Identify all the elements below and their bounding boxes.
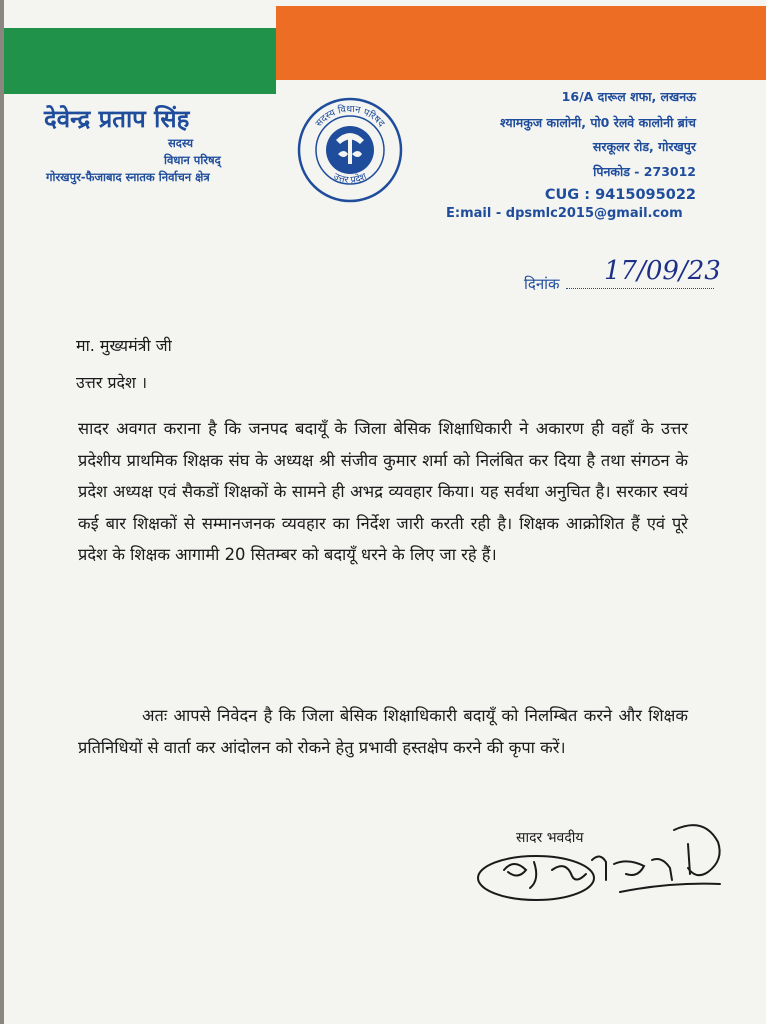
seal-text-top: सदस्य विधान परिषद bbox=[313, 103, 387, 130]
addressee-title: मा. मुख्यमंत्री जी bbox=[76, 336, 172, 355]
address-line-2: श्यामकुज कालोनी, पो0 रेलवे कालोनी ब्रांच bbox=[500, 115, 696, 130]
addressee-state: उत्तर प्रदेश । bbox=[76, 373, 148, 392]
orange-band bbox=[276, 6, 766, 80]
handwritten-signature bbox=[474, 800, 734, 910]
council-seal-logo bbox=[296, 96, 404, 204]
sender-constituency: गोरखपुर-फैजाबाद स्नातक निर्वाचन क्षेत्र bbox=[46, 170, 210, 184]
green-band bbox=[4, 28, 276, 94]
sender-designation: सदस्य bbox=[168, 136, 194, 150]
handwritten-date: 17/09/23 bbox=[604, 256, 721, 286]
cug-number: CUG : 9415095022 bbox=[544, 187, 696, 203]
body-paragraph-2: अतः आपसे निवेदन है कि जिला बेसिक शिक्षाधिकारी बदायूँ को निलम्बित करने और शिक्षक प्रतिनिधियों से वार्ता कर आंदोलन को रोकने हेतु प्रभावी हस्तक्षेप करने की कृपा करें। bbox=[78, 706, 688, 757]
date-label: दिनांक bbox=[524, 275, 560, 293]
date-dotted-line bbox=[566, 288, 714, 289]
address-line-3: सरकूलर रोड, गोरखपुर bbox=[592, 139, 696, 154]
pincode: पिनकोड - 273012 bbox=[593, 164, 696, 179]
closing-label: सादर भवदीय bbox=[516, 830, 584, 846]
email-address: E:mail - dpsmlc2015@gmail.com bbox=[446, 206, 683, 221]
letter-sheet bbox=[4, 0, 766, 1024]
body-paragraph-1: सादर अवगत कराना है कि जनपद बदायूँ के जिला बेसिक शिक्षाधिकारी ने अकारण ही वहाँ के उत्तर प्रदेशीय प्राथमिक शिक्षक संघ के अध्यक्ष श्री संजीव कुमार शर्मा को निलंबित कर दिया है तथा संगठन के प्रदेश अध्यक्ष एवं सैकडों शिक्षकों के सामने ही अभद्र व्यवहार किया। यह सर्वथा अनुचित है। सरकार स्वयं कई बार शिक्षकों से सम्मानजनक व्यवहार का निर्देश जारी करती रही है। शिक्षक आक्रोशित हैं एवं पूरे प्रदेश के शिक्षक आगामी 20 सितम्बर को बदायूँ धरने के लिए जा रहे हैं। bbox=[78, 419, 688, 564]
sender-name: देवेन्द्र प्रताप सिंह bbox=[44, 105, 190, 133]
seal-text-bottom: उत्तर प्रदेश bbox=[331, 171, 369, 187]
sender-council: विधान परिषद् bbox=[164, 153, 221, 167]
address-line-1: 16/A दारूल शफा, लखनऊ bbox=[561, 89, 696, 104]
